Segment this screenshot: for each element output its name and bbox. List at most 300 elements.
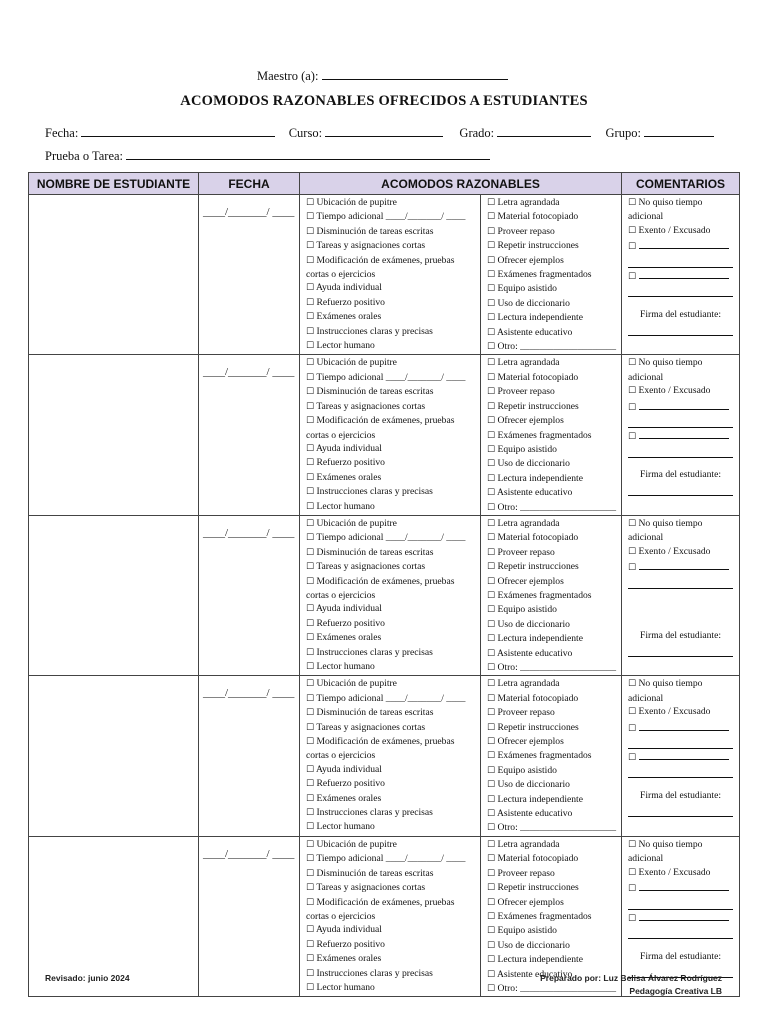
accommodation-option[interactable]	[306, 196, 480, 210]
accommodation-option[interactable]	[487, 400, 621, 414]
checkbox-icon[interactable]: ☐	[306, 722, 315, 733]
accommodation-option[interactable]	[487, 793, 621, 807]
checkbox-icon[interactable]: ☐	[487, 444, 496, 455]
accommodation-option[interactable]	[306, 721, 480, 735]
checkbox-icon[interactable]: ☐	[628, 386, 637, 397]
checkbox-icon[interactable]: ☐	[487, 533, 496, 544]
checkbox-icon[interactable]: ☐	[628, 402, 637, 413]
checkbox-icon[interactable]: ☐	[306, 808, 315, 819]
write-line[interactable]	[628, 284, 733, 297]
accommodation-option[interactable]	[306, 517, 480, 531]
grado-field[interactable]	[497, 123, 591, 137]
checkbox-icon[interactable]: ☐	[487, 969, 496, 980]
checkbox-icon[interactable]: ☐	[487, 634, 496, 645]
checkbox-icon[interactable]: ☐	[306, 839, 315, 850]
option-label: Letra agrandada	[497, 678, 560, 690]
fecha-label: Fecha:	[45, 126, 79, 140]
checkbox-icon[interactable]: ☐	[487, 459, 496, 470]
accommodation-option[interactable]	[306, 981, 480, 995]
checkbox-icon[interactable]: ☐	[487, 722, 496, 733]
checkbox-icon[interactable]: ☐	[306, 326, 315, 337]
accommodation-option[interactable]	[487, 457, 621, 471]
student-name-cell[interactable]	[29, 355, 199, 515]
checkbox-icon[interactable]: ☐	[306, 883, 315, 894]
accommodation-option[interactable]	[487, 749, 621, 763]
checkbox-icon[interactable]: ☐	[487, 911, 496, 922]
checkbox-icon[interactable]: ☐	[487, 518, 496, 529]
checkbox-icon[interactable]: ☐	[487, 839, 496, 850]
accommodation-option[interactable]	[306, 210, 480, 224]
fecha-field[interactable]	[81, 123, 275, 137]
accommodation-option[interactable]	[487, 867, 621, 881]
accommodation-option[interactable]	[306, 617, 480, 631]
accommodation-option[interactable]	[306, 602, 480, 616]
accommodation-option[interactable]	[306, 692, 480, 706]
student-name-cell[interactable]	[29, 195, 199, 355]
checkbox-icon[interactable]: ☐	[306, 708, 315, 719]
checkbox-icon[interactable]: ☐	[487, 488, 496, 499]
checkbox-icon[interactable]: ☐	[487, 883, 496, 894]
accommodation-option[interactable]	[306, 852, 480, 866]
checkbox-icon[interactable]: ☐	[306, 341, 315, 352]
accommodation-option[interactable]	[487, 443, 621, 457]
date-cell[interactable]	[199, 195, 300, 355]
accommodation-option[interactable]	[487, 429, 621, 443]
checkbox-icon[interactable]: ☐	[487, 809, 496, 820]
accommodation-option[interactable]	[487, 254, 621, 268]
checkbox-icon[interactable]: ☐	[487, 823, 496, 834]
checkbox-icon[interactable]: ☐	[487, 765, 496, 776]
checkbox-icon[interactable]: ☐	[487, 648, 496, 659]
accommodation-option[interactable]	[487, 472, 621, 486]
checkbox-icon[interactable]: ☐	[628, 242, 637, 253]
accommodation-option[interactable]	[306, 325, 480, 339]
write-line[interactable]	[628, 576, 733, 589]
write-line[interactable]	[628, 445, 733, 458]
option-exento[interactable]	[628, 224, 733, 238]
accommodation-option[interactable]	[487, 661, 621, 675]
checkbox-icon[interactable]: ☐	[487, 372, 496, 383]
date-cell[interactable]	[199, 836, 300, 996]
option-other[interactable]	[628, 749, 733, 765]
checkbox-icon[interactable]: ☐	[487, 590, 496, 601]
accommodation-option[interactable]	[306, 281, 480, 295]
option-exento[interactable]	[628, 866, 733, 880]
checkbox-icon[interactable]: ☐	[487, 430, 496, 441]
student-name-cell[interactable]	[29, 515, 199, 675]
accommodation-option[interactable]	[487, 239, 621, 253]
checkbox-icon[interactable]: ☐	[628, 518, 637, 529]
accommodation-option[interactable]	[487, 517, 621, 531]
accommodation-option[interactable]	[487, 881, 621, 895]
checkbox-icon[interactable]: ☐	[487, 983, 496, 994]
checkbox-icon[interactable]: ☐	[306, 576, 315, 587]
option-exento[interactable]	[628, 384, 733, 398]
accommodation-option[interactable]	[487, 225, 621, 239]
option-other[interactable]	[628, 880, 733, 896]
checkbox-icon[interactable]: ☐	[487, 708, 496, 719]
option-label: Repetir instrucciones	[497, 561, 579, 573]
accommodation-option[interactable]	[306, 820, 480, 834]
teacher-field[interactable]	[322, 66, 508, 80]
accommodation-option[interactable]	[306, 560, 480, 574]
checkbox-icon[interactable]: ☐	[306, 604, 315, 615]
option-other[interactable]	[628, 720, 733, 736]
checkbox-icon[interactable]: ☐	[487, 854, 496, 865]
accommodation-option[interactable]	[306, 575, 480, 603]
option-other[interactable]	[628, 559, 733, 575]
accommodation-option[interactable]	[487, 326, 621, 340]
signature-line[interactable]	[628, 656, 733, 657]
checkbox-icon[interactable]: ☐	[306, 472, 315, 483]
checkbox-icon[interactable]: ☐	[306, 458, 315, 469]
checkbox-icon[interactable]: ☐	[487, 270, 496, 281]
option-label: Lectura independiente	[497, 633, 583, 645]
option-label: Proveer repaso	[497, 867, 555, 879]
accommodation-option[interactable]	[487, 311, 621, 325]
option-no-quiso[interactable]	[628, 356, 733, 384]
checkbox-icon[interactable]: ☐	[487, 940, 496, 951]
checkbox-icon[interactable]: ☐	[487, 737, 496, 748]
checkbox-icon[interactable]: ☐	[487, 416, 496, 427]
checkbox-icon[interactable]: ☐	[628, 563, 637, 574]
checkbox-icon[interactable]: ☐	[306, 954, 315, 965]
checkbox-icon[interactable]: ☐	[487, 198, 496, 208]
accommodation-option[interactable]	[306, 967, 480, 981]
accommodation-option[interactable]	[306, 531, 480, 545]
checkbox-icon[interactable]: ☐	[628, 913, 637, 924]
accommodation-option[interactable]	[306, 806, 480, 820]
checkbox-icon[interactable]: ☐	[306, 226, 315, 237]
accommodation-option[interactable]	[306, 938, 480, 952]
accommodation-option[interactable]	[487, 632, 621, 646]
accommodation-option[interactable]	[306, 923, 480, 937]
accommodation-option[interactable]	[306, 792, 480, 806]
accommodation-option[interactable]	[306, 296, 480, 310]
checkbox-icon[interactable]: ☐	[306, 939, 315, 950]
accommodation-option[interactable]	[487, 282, 621, 296]
signature-line[interactable]	[628, 816, 733, 817]
checkbox-icon[interactable]: ☐	[306, 793, 315, 804]
accommodation-option[interactable]	[306, 400, 480, 414]
accommodation-option[interactable]	[306, 777, 480, 791]
checkbox-icon[interactable]: ☐	[306, 372, 315, 383]
accommodation-option[interactable]	[306, 660, 480, 674]
accommodation-option[interactable]	[487, 340, 621, 354]
accommodation-option[interactable]	[487, 778, 621, 792]
accommodation-option[interactable]	[487, 356, 621, 370]
accommodation-option[interactable]	[487, 501, 621, 515]
checkbox-icon[interactable]: ☐	[628, 867, 637, 878]
checkbox-icon[interactable]: ☐	[487, 868, 496, 879]
write-line[interactable]	[628, 897, 733, 910]
checkbox-icon[interactable]: ☐	[487, 926, 496, 937]
accommodation-option[interactable]	[487, 297, 621, 311]
checkbox-icon[interactable]: ☐	[487, 327, 496, 338]
header-fecha: FECHA	[199, 173, 300, 195]
grupo-field[interactable]	[644, 123, 714, 137]
accommodation-option[interactable]	[306, 471, 480, 485]
date-cell[interactable]	[199, 676, 300, 836]
checkbox-icon[interactable]: ☐	[306, 547, 315, 558]
option-label: Lectura independiente	[497, 793, 583, 805]
checkbox-icon[interactable]: ☐	[487, 358, 496, 369]
option-label: Proveer repaso	[497, 225, 555, 237]
checkbox-icon[interactable]: ☐	[487, 502, 496, 513]
accommodation-option[interactable]	[487, 268, 621, 282]
checkbox-icon[interactable]: ☐	[306, 562, 315, 573]
write-line[interactable]	[639, 268, 729, 279]
checkbox-icon[interactable]: ☐	[487, 284, 496, 295]
accommodation-option[interactable]	[487, 706, 621, 720]
accommodation-option[interactable]	[487, 575, 621, 589]
accommodation-option[interactable]	[487, 735, 621, 749]
checkbox-icon[interactable]: ☐	[306, 358, 315, 369]
checkbox-icon[interactable]: ☐	[487, 241, 496, 252]
write-line[interactable]	[628, 736, 733, 749]
accommodation-option[interactable]	[306, 414, 480, 442]
accommodation-option[interactable]	[306, 735, 480, 763]
checkbox-icon[interactable]: ☐	[306, 618, 315, 629]
accommodation-option[interactable]	[487, 546, 621, 560]
signature-line[interactable]	[628, 495, 733, 496]
accommodation-option[interactable]	[487, 531, 621, 545]
checkbox-icon[interactable]: ☐	[306, 764, 315, 775]
option-label: Ubicación de pupitre	[316, 678, 397, 690]
accommodation-option[interactable]	[487, 414, 621, 428]
signature-line[interactable]	[628, 335, 733, 336]
accommodation-option[interactable]	[306, 881, 480, 895]
accommodation-option[interactable]	[306, 952, 480, 966]
accommodation-option[interactable]	[306, 646, 480, 660]
write-line[interactable]	[628, 255, 733, 268]
write-line[interactable]	[639, 880, 729, 891]
accommodation-option[interactable]	[487, 618, 621, 632]
checkbox-icon[interactable]: ☐	[487, 226, 496, 237]
option-other[interactable]	[628, 910, 733, 926]
checkbox-icon[interactable]: ☐	[487, 547, 496, 558]
accommodation-option[interactable]	[487, 807, 621, 821]
option-no-quiso[interactable]	[628, 196, 733, 224]
checkbox-icon[interactable]: ☐	[306, 443, 315, 454]
accommodation-option[interactable]	[306, 706, 480, 720]
checkbox-icon[interactable]: ☐	[306, 854, 315, 865]
checkbox-icon[interactable]: ☐	[487, 313, 496, 324]
option-label: Modificación de exámenes, pruebas cortas o ejercicios	[306, 415, 455, 441]
accommodation-option[interactable]	[487, 721, 621, 735]
accommodation-option[interactable]	[306, 867, 480, 881]
checkbox-icon[interactable]: ☐	[306, 283, 315, 294]
accommodation-option[interactable]	[306, 385, 480, 399]
write-line[interactable]	[639, 749, 729, 760]
checkbox-icon[interactable]: ☐	[487, 473, 496, 484]
accommodation-option[interactable]	[306, 631, 480, 645]
accommodation-option[interactable]	[487, 385, 621, 399]
checkbox-icon[interactable]: ☐	[306, 487, 315, 498]
checkbox-icon[interactable]: ☐	[487, 751, 496, 762]
accommodation-option[interactable]	[487, 560, 621, 574]
accommodation-option[interactable]	[306, 239, 480, 253]
checkbox-icon[interactable]: ☐	[628, 839, 637, 850]
accommodation-option[interactable]	[487, 982, 621, 996]
checkbox-icon[interactable]: ☐	[628, 884, 637, 895]
checkbox-icon[interactable]: ☐	[306, 501, 315, 512]
acomodos-list-b-cell	[481, 515, 622, 675]
accommodation-option[interactable]	[306, 485, 480, 499]
checkbox-icon[interactable]: ☐	[306, 737, 315, 748]
prueba-field[interactable]	[126, 146, 490, 160]
accommodation-option[interactable]	[306, 677, 480, 691]
checkbox-icon[interactable]: ☐	[306, 779, 315, 790]
accommodation-option[interactable]	[487, 603, 621, 617]
checkbox-icon[interactable]: ☐	[306, 897, 315, 908]
accommodation-option[interactable]	[306, 356, 480, 370]
checkbox-icon[interactable]: ☐	[306, 679, 315, 690]
checkbox-icon[interactable]: ☐	[487, 955, 496, 966]
write-line[interactable]	[639, 559, 729, 570]
checkbox-icon[interactable]: ☐	[306, 662, 315, 672]
accommodation-option[interactable]	[487, 589, 621, 603]
checkbox-icon[interactable]: ☐	[306, 312, 315, 323]
checkbox-icon[interactable]: ☐	[306, 297, 315, 308]
checkbox-icon[interactable]: ☐	[306, 401, 315, 412]
accommodation-option[interactable]	[487, 953, 621, 967]
checkbox-icon[interactable]: ☐	[487, 663, 496, 673]
checkbox-icon[interactable]: ☐	[487, 255, 496, 266]
checkbox-icon[interactable]: ☐	[306, 416, 315, 427]
checkbox-icon[interactable]: ☐	[628, 432, 637, 443]
checkbox-icon[interactable]: ☐	[487, 576, 496, 587]
checkbox-icon[interactable]: ☐	[306, 533, 315, 544]
checkbox-icon[interactable]: ☐	[306, 982, 315, 993]
accommodation-option[interactable]	[306, 500, 480, 514]
write-line[interactable]	[639, 399, 729, 410]
option-other[interactable]	[628, 268, 733, 284]
checkbox-icon[interactable]: ☐	[628, 707, 637, 718]
checkbox-icon[interactable]: ☐	[306, 647, 315, 658]
date-cell[interactable]	[199, 355, 300, 515]
option-label: Equipo asistido	[497, 604, 557, 616]
accommodation-option[interactable]	[306, 546, 480, 560]
checkbox-icon[interactable]: ☐	[306, 633, 315, 644]
curso-field[interactable]	[325, 123, 443, 137]
grado-label: Grado:	[459, 126, 495, 140]
accommodation-option[interactable]	[487, 647, 621, 661]
checkbox-icon[interactable]: ☐	[628, 198, 637, 208]
accommodation-option[interactable]	[487, 910, 621, 924]
accommodation-option[interactable]	[306, 442, 480, 456]
write-line[interactable]	[628, 926, 733, 939]
accommodation-option[interactable]	[306, 225, 480, 239]
option-other[interactable]	[628, 238, 733, 254]
checkbox-icon[interactable]: ☐	[487, 693, 496, 704]
checkbox-icon[interactable]: ☐	[628, 358, 637, 369]
accommodation-option[interactable]	[487, 821, 621, 835]
checkbox-icon[interactable]: ☐	[487, 212, 496, 223]
accommodation-option[interactable]	[487, 838, 621, 852]
write-line[interactable]	[628, 415, 733, 428]
accommodation-option[interactable]	[487, 486, 621, 500]
checkbox-icon[interactable]: ☐	[487, 401, 496, 412]
option-label: Ayuda individual	[315, 763, 382, 775]
checkbox-icon[interactable]: ☐	[628, 723, 637, 734]
accommodation-option[interactable]	[306, 371, 480, 385]
student-name-cell[interactable]	[29, 676, 199, 836]
accommodation-option[interactable]	[306, 763, 480, 777]
accommodation-option[interactable]	[487, 852, 621, 866]
acomodos-list-b	[481, 676, 621, 835]
write-line[interactable]	[639, 720, 729, 731]
checkbox-icon[interactable]: ☐	[487, 605, 496, 616]
checkbox-icon[interactable]: ☐	[628, 546, 637, 557]
accommodation-option[interactable]	[306, 896, 480, 924]
checkbox-icon[interactable]: ☐	[306, 968, 315, 979]
checkbox-icon[interactable]: ☐	[306, 868, 315, 879]
checkbox-icon[interactable]: ☐	[306, 693, 315, 704]
accommodation-option[interactable]	[306, 456, 480, 470]
accommodation-option[interactable]	[306, 339, 480, 353]
checkbox-icon[interactable]: ☐	[487, 387, 496, 398]
accommodation-option[interactable]	[487, 896, 621, 910]
checkbox-icon[interactable]: ☐	[628, 225, 637, 236]
checkbox-icon[interactable]: ☐	[306, 925, 315, 936]
checkbox-icon[interactable]: ☐	[306, 387, 315, 398]
checkbox-icon[interactable]: ☐	[487, 679, 496, 690]
checkbox-icon[interactable]: ☐	[487, 794, 496, 805]
checkbox-icon[interactable]: ☐	[306, 518, 315, 529]
accommodation-option[interactable]	[487, 764, 621, 778]
accommodation-option[interactable]	[487, 677, 621, 691]
checkbox-icon[interactable]: ☐	[306, 822, 315, 833]
checkbox-icon[interactable]: ☐	[306, 241, 315, 252]
accommodation-option[interactable]	[487, 692, 621, 706]
option-no-quiso[interactable]	[628, 517, 733, 545]
write-line[interactable]	[628, 765, 733, 778]
option-other[interactable]	[628, 428, 733, 444]
option-label: Ubicación de pupitre	[316, 838, 397, 850]
checkbox-icon[interactable]: ☐	[487, 897, 496, 908]
checkbox-icon[interactable]: ☐	[306, 255, 315, 266]
checkbox-icon[interactable]: ☐	[628, 271, 637, 282]
option-no-quiso[interactable]	[628, 838, 733, 866]
accommodation-option[interactable]	[487, 371, 621, 385]
option-other[interactable]	[628, 399, 733, 415]
checkbox-icon[interactable]: ☐	[487, 619, 496, 630]
write-line[interactable]	[639, 428, 729, 439]
option-exento[interactable]	[628, 705, 733, 719]
date-cell[interactable]	[199, 515, 300, 675]
checkbox-icon[interactable]: ☐	[487, 298, 496, 309]
accommodation-option[interactable]	[306, 838, 480, 852]
accommodation-option[interactable]	[306, 310, 480, 324]
accommodation-option[interactable]	[306, 254, 480, 282]
checkbox-icon[interactable]: ☐	[487, 780, 496, 791]
write-line[interactable]	[639, 910, 729, 921]
option-exento[interactable]	[628, 545, 733, 559]
option-no-quiso[interactable]	[628, 677, 733, 705]
accommodation-option[interactable]	[487, 939, 621, 953]
accommodation-option[interactable]	[487, 210, 621, 224]
accommodation-option[interactable]	[487, 196, 621, 210]
checkbox-icon[interactable]: ☐	[628, 753, 637, 764]
checkbox-icon[interactable]: ☐	[306, 212, 315, 223]
write-line[interactable]	[639, 238, 729, 249]
accommodation-option[interactable]	[487, 924, 621, 938]
checkbox-icon[interactable]: ☐	[628, 679, 637, 690]
checkbox-icon[interactable]: ☐	[487, 562, 496, 573]
checkbox-icon[interactable]: ☐	[306, 198, 315, 208]
checkbox-icon[interactable]: ☐	[487, 342, 496, 353]
